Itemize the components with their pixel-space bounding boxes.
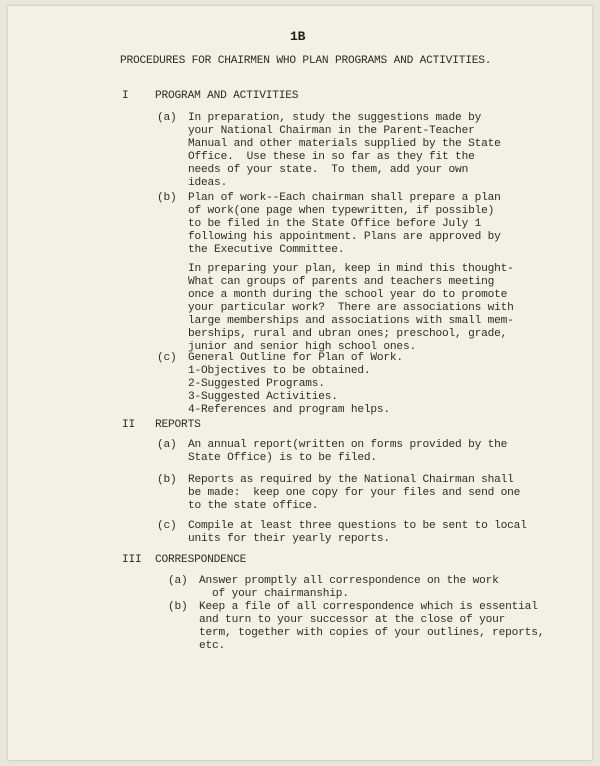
item-label: (c) <box>157 520 177 532</box>
item-line: 2-Suggested Programs. <box>188 378 325 390</box>
item-line: units for their yearly reports. <box>188 533 390 545</box>
item-line: Reports as required by the National Chairman shall <box>188 474 514 486</box>
item-line: be made: keep one copy for your files and send one <box>188 487 521 499</box>
item-line: ideas. <box>188 177 228 189</box>
item-line: Keep a file of all correspondence which is essential <box>199 601 538 613</box>
item-line: of work(one page when typewritten, if possible) <box>188 205 495 217</box>
item-line: to the state office. <box>188 500 319 512</box>
item-label: (b) <box>157 474 177 486</box>
item-line: In preparation, study the suggestions made by <box>188 112 482 124</box>
item-line: needs of your state. To them, add your own <box>188 164 469 176</box>
paragraph-line: large memberships and associations with small mem- <box>188 315 514 327</box>
item-line: Office. Use these in so far as they fit the <box>188 151 475 163</box>
item-line: 1-Objectives to be obtained. <box>188 365 371 377</box>
item-line: your National Chairman in the Parent-Teacher <box>188 125 475 137</box>
item-line: An annual report(written on forms provided by the <box>188 439 508 451</box>
item-line: State Office) is to be filed. <box>188 452 377 464</box>
paragraph-line: junior and senior high school ones. <box>188 341 416 353</box>
item-label: (b) <box>157 192 177 204</box>
section-heading: REPORTS <box>155 419 201 431</box>
section-numeral: II <box>122 419 136 431</box>
item-line: 4-References and program helps. <box>188 404 390 416</box>
paragraph-line: berships, rural and ubran ones; preschool, grade, <box>188 328 508 340</box>
item-line: and turn to your successor at the close of your <box>199 614 506 626</box>
item-label: (c) <box>157 352 177 364</box>
section-heading: CORRESPONDENCE <box>155 554 247 566</box>
item-line: etc. <box>199 640 226 652</box>
paragraph-line: once a month during the school year do to promote <box>188 289 508 301</box>
page-number: 1B <box>290 29 306 44</box>
paragraph-line: your particular work? There are associations with <box>188 302 514 314</box>
paragraph-line: In preparing your plan, keep in mind this thought- <box>188 263 514 275</box>
item-line: to be filed in the State Office before July 1 <box>188 218 482 230</box>
item-line: the Executive Committee. <box>188 244 345 256</box>
item-line: General Outline for Plan of Work. <box>188 352 403 364</box>
item-label: (a) <box>157 439 177 451</box>
item-line: Answer promptly all correspondence on the work <box>199 575 499 587</box>
item-line: following his appointment. Plans are approved by <box>188 231 501 243</box>
section-heading: PROGRAM AND ACTIVITIES <box>155 90 299 102</box>
document-title: PROCEDURES FOR CHAIRMEN WHO PLAN PROGRAMS AND ACTIVITIES. <box>120 55 492 67</box>
section-numeral: III <box>122 554 142 566</box>
item-label: (a) <box>168 575 188 587</box>
item-line: term, together with copies of your outlines, reports, <box>199 627 545 639</box>
item-line: 3-Suggested Activities. <box>188 391 338 403</box>
item-line: of your chairmanship. <box>199 588 349 600</box>
paragraph-line: What can groups of parents and teachers meeting <box>188 276 495 288</box>
item-label: (b) <box>168 601 188 613</box>
item-line: Plan of work--Each chairman shall prepare a plan <box>188 192 501 204</box>
item-line: Manual and other materials supplied by the State <box>188 138 501 150</box>
document-page <box>8 6 592 760</box>
item-label: (a) <box>157 112 177 124</box>
section-numeral: I <box>122 90 129 102</box>
item-line: Compile at least three questions to be sent to local <box>188 520 527 532</box>
